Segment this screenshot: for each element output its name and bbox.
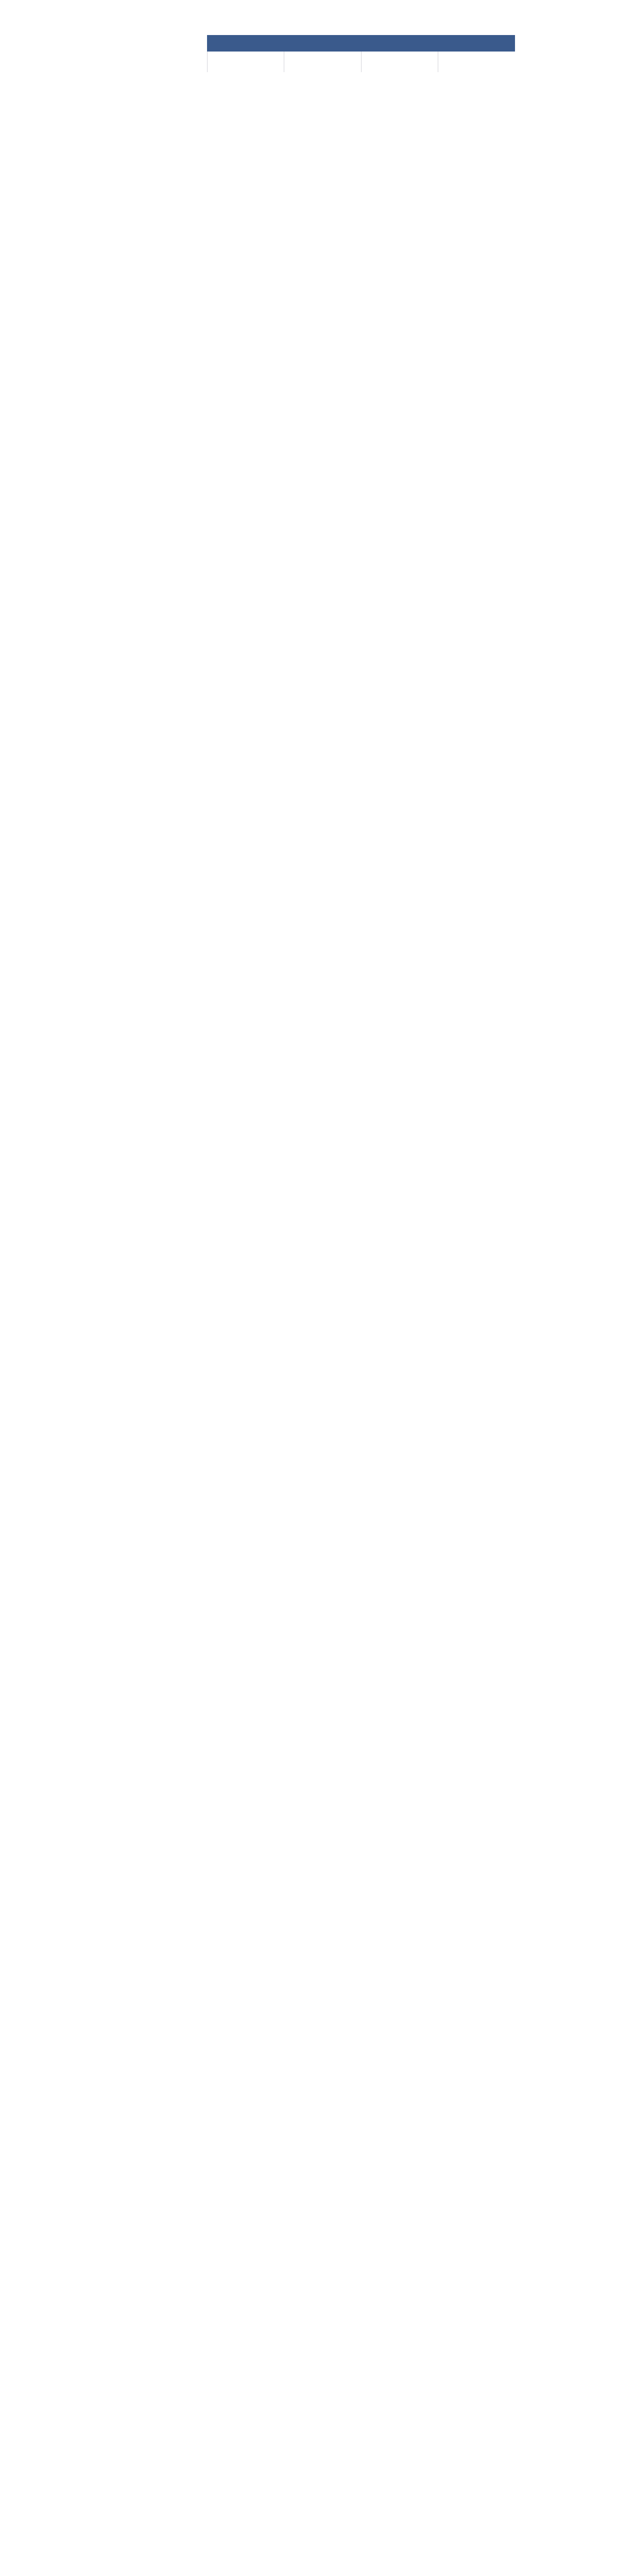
empty-cell [284,52,362,72]
prefecture-grid [103,15,515,22]
table-body [103,52,515,72]
column-header [284,35,362,52]
column-header [438,35,516,52]
column-header [207,35,284,52]
candidate-name [103,52,207,72]
candidate-table [103,35,515,72]
name-column-header [103,35,207,52]
empty-cell [438,52,516,72]
empty-cell [361,52,438,72]
column-header [361,35,438,52]
table-row-governor [103,52,515,72]
table-header-row [103,35,515,52]
page-container [103,0,515,72]
empty-cell [207,52,284,72]
